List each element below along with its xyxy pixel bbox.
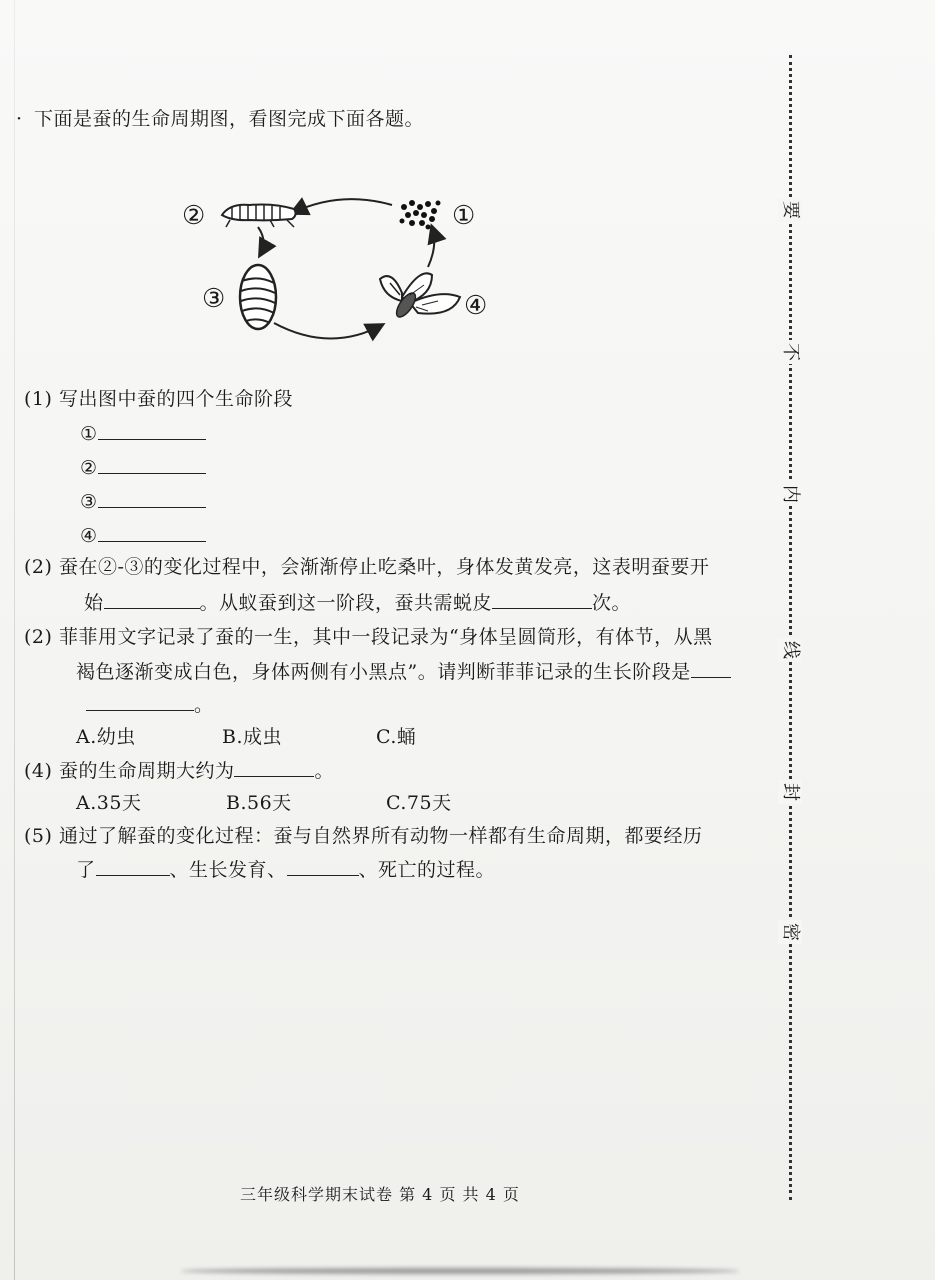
- q4-option-a: A.35天: [76, 792, 142, 814]
- q1-blank-4[interactable]: [98, 523, 206, 542]
- eggs-icon: [400, 200, 441, 230]
- arrow-larva-to-pupa: [258, 227, 264, 255]
- q1-item-4-label: ④: [80, 525, 98, 547]
- q2-line-1: (2) 蚕在②-③的变化过程中，会渐渐停止吃桑叶，身体发黄发亮，这表明蚕要开: [24, 556, 710, 578]
- arrow-eggs-to-larva: [292, 199, 392, 213]
- seal-char-6: 密: [778, 920, 802, 944]
- q3-option-a: A.幼虫: [76, 726, 136, 748]
- seal-char-2: 不: [778, 340, 802, 364]
- q2-blank-molt-count[interactable]: [492, 590, 592, 609]
- q5-blank-birth[interactable]: [96, 857, 170, 876]
- pupa-cocoon-icon: [240, 265, 276, 329]
- q1-answer-row-4: [80, 523, 206, 549]
- q3-option-c: C.蛹: [376, 726, 417, 748]
- q5-blank-reproduce[interactable]: [287, 857, 359, 876]
- stage-number-1: ①: [452, 201, 476, 231]
- q5-line-1: (5) 通过了解蚕的变化过程：蚕与自然界所有动物一样都有生命周期，都要经历: [24, 825, 703, 847]
- q3-line-3: [86, 692, 214, 718]
- q5-text-c: 、死亡的过程。: [358, 859, 496, 881]
- q3-text: 褐色逐渐变成白色，身体两侧有小黑点”。请判断菲菲记录的生长阶段是: [76, 661, 691, 683]
- q1-blank-1[interactable]: [98, 421, 206, 440]
- seal-char-1: 要: [778, 198, 802, 222]
- q3-blank-part-1[interactable]: [691, 659, 731, 678]
- stage-number-2: ②: [182, 201, 206, 231]
- q1-prompt: (1) 写出图中蚕的四个生命阶段: [24, 388, 293, 410]
- q3-end: 。: [194, 694, 214, 716]
- page-edge: [14, 0, 15, 1280]
- arrow-pupa-to-moth: [274, 323, 382, 339]
- larva-icon: [222, 205, 296, 228]
- q2-blank-stage[interactable]: [104, 590, 200, 609]
- stage-number-3: ③: [202, 284, 226, 314]
- page-footer: 三年级科学期末试卷 第 4 页 共 4 页: [240, 1185, 520, 1204]
- q3-option-b: B.成虫: [222, 726, 283, 748]
- q4-option-c: C.75天: [386, 792, 452, 814]
- stage-number-4: ④: [464, 291, 488, 321]
- q2-text-a: 始: [84, 592, 104, 614]
- q3-line-1: (2) 菲菲用文字记录了蚕的一生，其中一段记录为“身体呈圆筒形，有体节，从黑: [24, 626, 713, 648]
- q4-end: 。: [314, 760, 334, 782]
- q1-item-3-label: ③: [80, 491, 98, 513]
- q4-blank[interactable]: [234, 758, 314, 777]
- seal-dotted-line: [789, 55, 792, 1200]
- q2-line-2: [84, 590, 631, 616]
- q2-text-b: 。从蚁蚕到这一阶段，蚕共需蜕皮: [199, 592, 493, 614]
- q1-blank-3[interactable]: [98, 489, 206, 508]
- q4-option-b: B.56天: [226, 792, 292, 814]
- q1-answer-row-3: [80, 489, 206, 515]
- page-bottom-shadow: [180, 1268, 740, 1274]
- seal-char-4: 线: [778, 638, 802, 662]
- arrow-moth-to-eggs: [428, 227, 434, 267]
- q1-blank-2[interactable]: [98, 455, 206, 474]
- q1-item-1-label: ①: [80, 423, 98, 445]
- q1-answer-row-2: [80, 455, 206, 481]
- q5-text-a: 了: [76, 859, 96, 881]
- q2-text-c: 次。: [592, 592, 632, 614]
- question-intro: 下面是蚕的生命周期图，看图完成下面各题。: [34, 108, 425, 130]
- silkworm-life-cycle-diagram: [170, 185, 510, 345]
- q5-line-2: [76, 857, 495, 883]
- q1-answer-row-1: [80, 421, 206, 447]
- q3-line-2: [76, 659, 731, 685]
- q5-text-b: 、生长发育、: [169, 859, 287, 881]
- q4-prompt: [24, 758, 334, 784]
- q1-item-2-label: ②: [80, 457, 98, 479]
- question-marker: ·: [16, 108, 23, 130]
- seal-char-5: 封: [778, 780, 802, 804]
- q3-blank-part-2[interactable]: [86, 692, 194, 711]
- q4-text: (4) 蚕的生命周期大约为: [24, 760, 235, 782]
- moth-icon: [380, 273, 460, 320]
- seal-char-3: 内: [778, 482, 802, 506]
